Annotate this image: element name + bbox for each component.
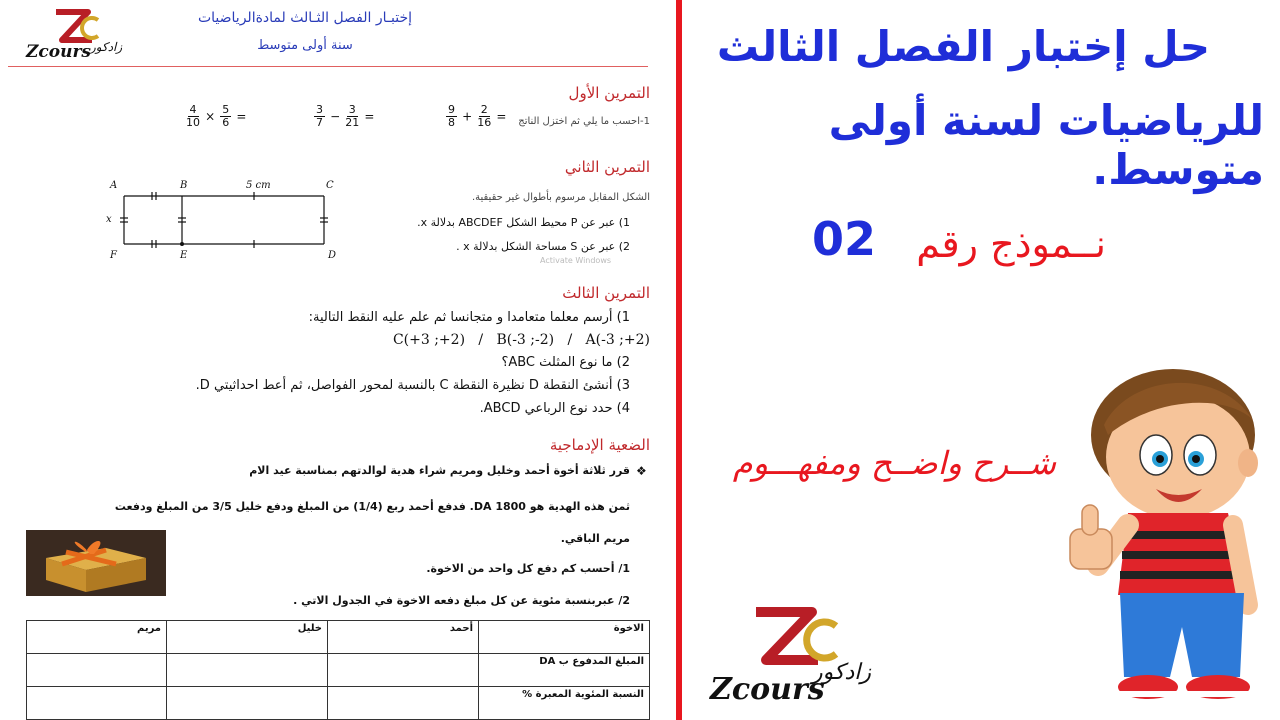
table-cell (328, 654, 479, 687)
model-label: نــموذج رقم (916, 222, 1106, 266)
right-title-line-2: للرياضيات لسنة أولى متوسط. (828, 96, 1264, 194)
ex2-title: التمرين الثاني (564, 158, 650, 176)
header-title: إختبـار الفصل الثـالث لمادةالرياضيات (197, 10, 412, 26)
ex3-question-4: 4) حدد نوع الرباعي ABCD. (479, 401, 630, 416)
tagline: شــرح واضــح ومفهـــوم (732, 444, 1056, 482)
ex1-title: التمرين الأول (568, 84, 650, 102)
situation-line-1: قرر ثلاثة أخوة أحمد وخليل ومريم شراء هدية لوالدتهم بمناسبة عيد الام (249, 464, 630, 477)
brand-logo (706, 600, 896, 712)
fraction: $\frac{2}{16}$ (477, 103, 492, 129)
table-cell: المبلغ المدفوع ب DA (479, 654, 650, 687)
table-cell: خليل (167, 621, 328, 654)
situation-question-1: 1/ أحسب كم دفع كل واحد من الاخوة. (426, 562, 630, 575)
brand-latin: Zcours (710, 672, 825, 707)
label-B: B (180, 180, 188, 191)
activate-windows-watermark: Activate Windows (540, 256, 612, 265)
header-brand-arabic: زادكور (90, 40, 123, 54)
ex1-expression-3: $\frac{9}{8}$ + $\frac{2}{16}$ = (448, 103, 507, 129)
ex3-question-3: 3) أنشئ النقطة D نظيرة النقطة C بالنسبة لمحور الفواصل، ثم أعط احداثيتي D. (195, 378, 630, 393)
model-number: 02 (812, 212, 877, 266)
ex2-intro: الشكل المقابل مرسوم بأطوال غير حقيقية. (471, 192, 650, 203)
situation-line-3: مريم الباقي. (560, 532, 630, 545)
ex1-expression-1: $\frac{4}{10}$ × $\frac{5}{6}$ = (186, 103, 247, 129)
ex1-expression-2: $\frac{3}{7}$ − $\frac{3}{21}$ = (316, 103, 375, 129)
percentage-table (26, 620, 650, 720)
table-cell (167, 687, 328, 720)
ex2-figure (104, 176, 344, 266)
fraction: $\frac{5}{6}$ (222, 103, 230, 129)
ex2-question-2: 2) عبر عن S مساحة الشكل بدلالة x . (456, 240, 630, 253)
situation-line-2: ثمن هذه الهدية هو DA 1800. فدفع أحمد ربع (1/4) من المبلغ ودفع خليل 3/5 من المبلغ ودفعت (114, 500, 630, 513)
gift-box-image (26, 530, 166, 596)
situation-title: الضعية الإدماجية (549, 436, 650, 454)
table-row (27, 621, 650, 654)
ex3-title: التمرين الثالث (562, 284, 650, 302)
table-cell: النسبة المئوية المعبرة % (479, 687, 650, 720)
situation-question-2: 2/ عبربنسبة مئوية عن كل مبلغ دفعه الاخوة في الجدول الاتي . (293, 594, 630, 607)
table-cell: مريم (27, 621, 167, 654)
table-cell (27, 687, 167, 720)
label-C: C (326, 180, 334, 191)
table-cell (328, 687, 479, 720)
ex2-question-1: 1) عبر عن P محيط الشكل ABCDEF بدلالة x. (417, 216, 630, 229)
label-F: F (110, 250, 117, 261)
table-cell (167, 654, 328, 687)
fraction: $\frac{4}{10}$ (186, 103, 200, 129)
label-D: D (328, 250, 337, 261)
table-cell (27, 654, 167, 687)
header-subtitle: سنة أولى متوسط (257, 38, 353, 53)
table-row (27, 687, 650, 720)
label-A: A (110, 180, 118, 191)
brand-arabic: زادكور (812, 660, 871, 685)
red-divider (676, 0, 682, 720)
fraction: $\frac{3}{21}$ (345, 103, 360, 129)
fraction: $\frac{3}{7}$ (316, 103, 323, 129)
ex1-instruction: 1-احسب ما يلي ثم اختزل الناتج (518, 116, 650, 127)
table-row (27, 654, 650, 687)
label-x: x (106, 214, 112, 225)
right-title-line-1: حل إختبار الفصل الثالث (716, 22, 1210, 71)
header-divider (8, 66, 648, 67)
model-heading (800, 212, 1110, 282)
table-cell: أحمد (328, 621, 479, 654)
ex3-question-2: 2) ما نوع المثلث ABC؟ (501, 355, 630, 370)
diamond-bullet-icon: ❖ (636, 464, 647, 478)
header-logo (18, 4, 138, 64)
label-E: E (180, 250, 188, 261)
ex3-question-1: 1) أرسم معلما متعامدا و متجانسا ثم علم عليه النقط التالية: (308, 310, 630, 325)
fraction: $\frac{9}{8}$ (448, 103, 455, 129)
header-brand-latin: Zcours (26, 42, 91, 62)
table-cell: الاخوة (479, 621, 650, 654)
cartoon-boy-thumbs-up (1068, 365, 1268, 715)
ex3-points: C(+3 ;+2) / B(-3 ;-2) / A(-3 ;+2) (392, 332, 650, 348)
label-length: 5 cm (246, 180, 271, 191)
